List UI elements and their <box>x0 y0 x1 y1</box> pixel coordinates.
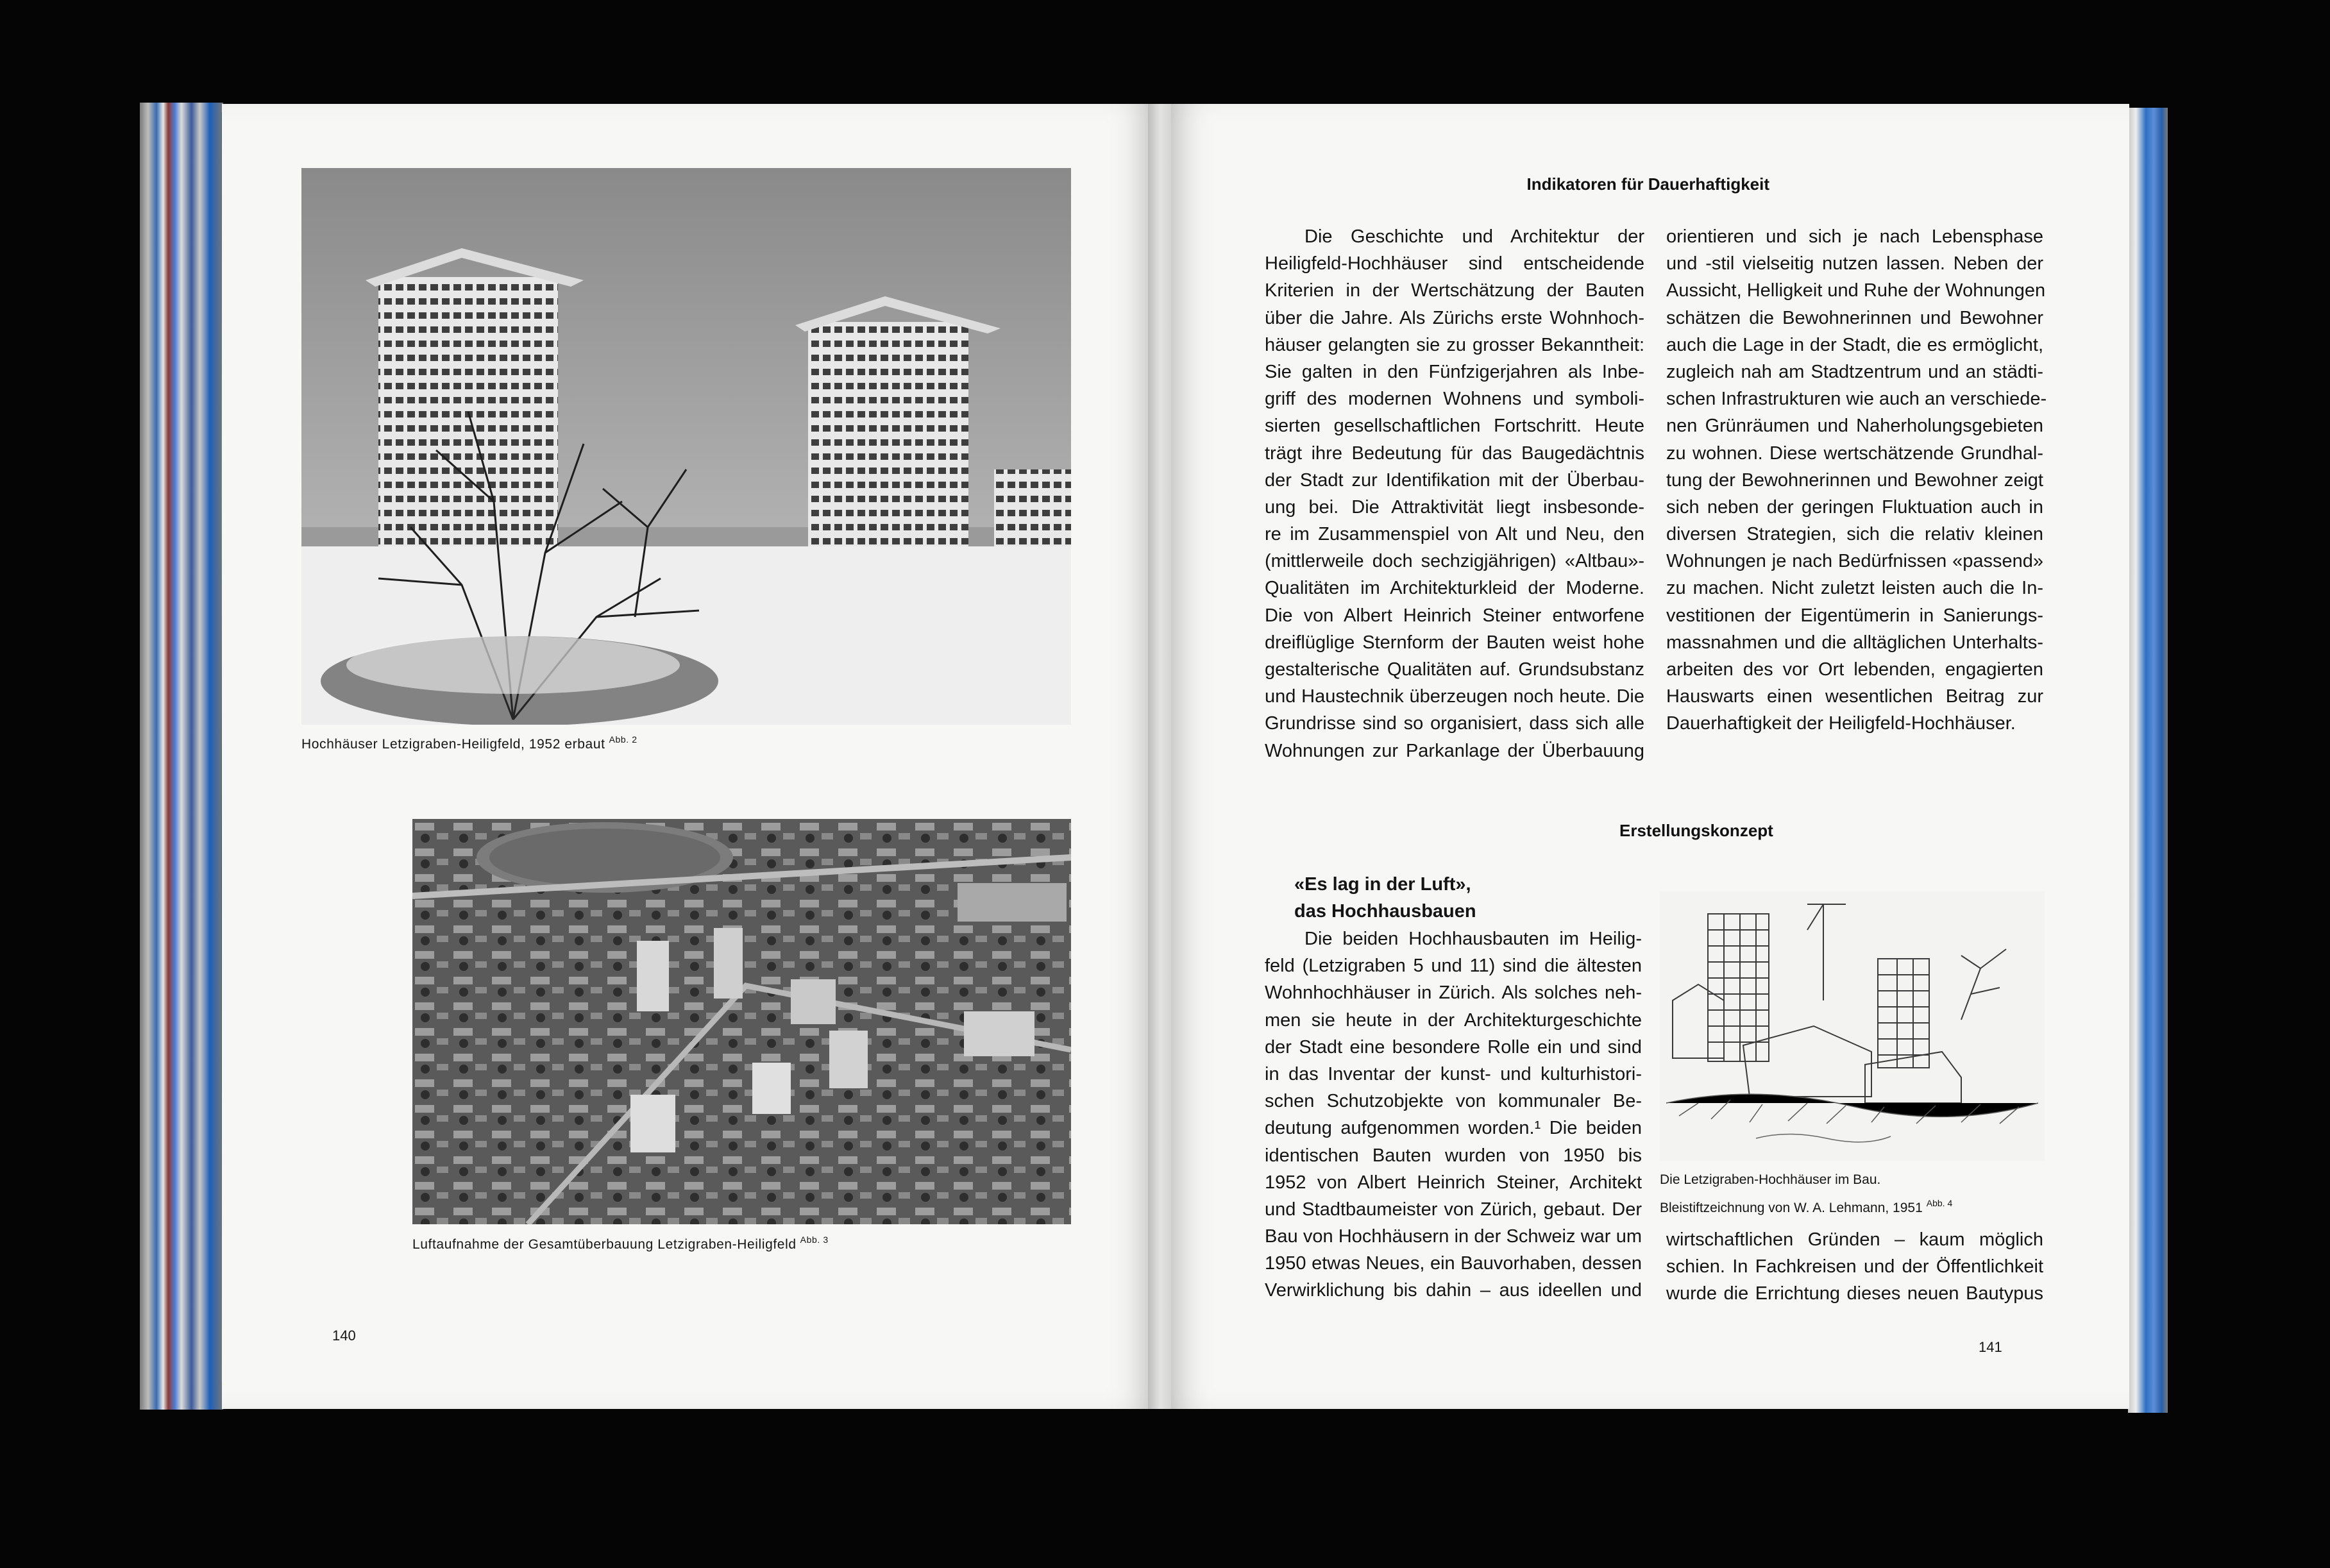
body-column-3 <box>1265 925 1642 1304</box>
text-line: gestalterische Qualitäten auf. Grundsubstanz <box>1265 659 1644 680</box>
text-line: schätzen die Bewohnerinnen und Bewohner <box>1666 307 2043 328</box>
photo2-caption-text: Luftaufnahme der Gesamtüberbauung Letzigraben-Heiligfeld <box>412 1237 797 1252</box>
page-number-right: 141 <box>1979 1339 2002 1355</box>
text-line: sich neben der geringen Fluktuation auch in <box>1666 496 2043 518</box>
sketch-caption <box>1660 1168 1952 1220</box>
text-line: tung der Bewohnerinnen und Bewohner zeigt <box>1666 469 2043 491</box>
text-line: identischen Bauten wurden von 1950 bis <box>1265 1145 1642 1166</box>
text-line: Bau von Hochhäusern in der Schweiz war um <box>1265 1226 1642 1247</box>
text-line: Heiligfeld-Hochhäuser sind entscheidende <box>1265 253 1644 274</box>
text-line: nen Grünräumen und Naherholungsgebieten <box>1666 416 2043 437</box>
sketch-caption-line-2: Bleistiftzeichnung von W. A. Lehmann, 1951 <box>1660 1201 1923 1215</box>
page-number-left: 140 <box>332 1328 356 1344</box>
photo1-figure-ref: Abb. 2 <box>609 734 637 745</box>
text-line: 1950 etwas Neues, ein Bauvorhaben, dessen <box>1265 1253 1642 1274</box>
text-line: deutung aufgenommen worden.¹ Die beiden <box>1265 1118 1642 1139</box>
text-line: Hauswarts einen wesentlichen Beitrag zur <box>1666 686 2043 707</box>
text-line: schen Infrastrukturen wie auch an verschiede- <box>1666 389 2047 410</box>
text-line: in das Inventar der kunst- und kulturhistori- <box>1265 1063 1642 1084</box>
sketch-figure-ref: Abb. 4 <box>1926 1198 1953 1208</box>
text-line: schien. In Fachkreisen und der Öffentlichkeit <box>1666 1256 2043 1277</box>
subheading-line-2: das Hochhausbauen <box>1294 901 1476 922</box>
text-line: wurde die Errichtung dieses neuen Bautypus <box>1666 1283 2043 1304</box>
text-line: Die Geschichte und Architektur der <box>1304 226 1644 247</box>
text-line: orientieren und sich je nach Lebensphase <box>1666 226 2043 247</box>
text-line: arbeiten des vor Ort lebenden, engagierten <box>1666 659 2043 680</box>
body-column-2 <box>1666 223 2047 738</box>
text-line: Wohnungen je nach Bedürfnissen «passend» <box>1666 551 2043 572</box>
text-line: massnahmen und die alltäglichen Unterhalts- <box>1666 632 2043 653</box>
section-heading-indikatoren: Indikatoren für Dauerhaftigkeit <box>1526 174 1769 194</box>
text-line: Die beiden Hochhausbauten im Heilig- <box>1304 929 1642 949</box>
body-column-4 <box>1666 1226 2043 1308</box>
text-line: feld (Letzigraben 5 und 11) sind die ältesten <box>1265 956 1642 977</box>
text-line: diversen Strategien, sich die relativ kleinen <box>1666 524 2043 545</box>
text-line: re im Zusammenspiel von Alt und Neu, den <box>1265 524 1644 545</box>
text-line: Sie galten in den Fünfzigerjahren als Inbe- <box>1265 361 1644 382</box>
text-line: Wohnhochhäuser in Zürich. Als solches neh- <box>1265 982 1642 1004</box>
text-line: zugleich nah am Stadtzentrum und an städti- <box>1666 361 2043 382</box>
text-line: Die von Albert Heinrich Steiner entworfene <box>1265 605 1644 626</box>
text-line: ung bei. Die Attraktivität liegt insbesonde- <box>1265 496 1644 518</box>
text-line: Verwirklichung bis dahin – aus ideellen und <box>1265 1280 1642 1301</box>
text-line: zu wohnen. Diese wertschätzende Grundhal- <box>1666 443 2043 464</box>
text-line: 1952 von Albert Heinrich Steiner, Architekt <box>1265 1172 1642 1193</box>
text-line: Aussicht, Helligkeit und Ruhe der Wohnungen <box>1666 280 2046 301</box>
sketch-drawing <box>1660 891 2045 1161</box>
photo-aerial-view <box>412 819 1071 1224</box>
text-line: zu machen. Nicht zuletzt leisten auch die In- <box>1666 578 2043 599</box>
photo2-figure-ref: Abb. 3 <box>800 1235 829 1245</box>
page-stack-left <box>140 103 223 1410</box>
page-stack-right <box>2128 108 2168 1413</box>
text-line: wirtschaftlichen Gründen – kaum möglich <box>1666 1229 2043 1250</box>
text-line: Dauerhaftigkeit der Heiligfeld-Hochhäuser. <box>1666 713 2016 734</box>
body-column-1 <box>1265 223 1644 764</box>
text-line: der Stadt eine besondere Rolle ein und sind <box>1265 1036 1642 1058</box>
text-line: schen Schutzobjekte von kommunaler Be- <box>1265 1091 1642 1112</box>
section-heading-erstellungskonzept: Erstellungskonzept <box>1619 821 1773 840</box>
subheading <box>1294 871 1653 925</box>
text-line: trägt ihre Bedeutung für das Baugedächtnis <box>1265 443 1644 464</box>
photo-highrises-winter <box>301 168 1071 725</box>
text-line: und -stil vielseitig nutzen lassen. Neben der <box>1666 253 2043 274</box>
text-line: Grundrisse sind so organisiert, dass sich alle <box>1265 713 1644 734</box>
text-line: men sie heute in der Architekturgeschichte <box>1265 1009 1642 1031</box>
text-line: (mittlerweile doch sechzigjährigen) «Altbau»- <box>1265 551 1644 572</box>
text-line: sierten gesellschaftlichen Fortschritt. Heute <box>1265 416 1644 437</box>
text-line: auch die Lage in der Stadt, die es ermöglicht, <box>1666 334 2043 355</box>
photo1-caption <box>301 734 637 752</box>
text-line: Wohnungen zur Parkanlage der Überbauung <box>1265 740 1644 761</box>
text-line: häuser gelangten sie zu grosser Bekanntheit: <box>1265 334 1644 355</box>
photo2-caption <box>412 1235 829 1252</box>
text-line: dreiflüglige Sternform der Bauten weist hohe <box>1265 632 1644 653</box>
subheading-line-1: «Es lag in der Luft», <box>1294 874 1471 895</box>
text-line: vestitionen der Eigentümerin in Sanierungs- <box>1666 605 2043 626</box>
text-line: über die Jahre. Als Zürichs erste Wohnhoch- <box>1265 307 1644 328</box>
photo1-caption-text: Hochhäuser Letzigraben-Heiligfeld, 1952 erbaut <box>301 737 605 752</box>
text-line: Kriterien in der Wertschätzung der Bauten <box>1265 280 1644 301</box>
text-line: und Stadtbaumeister von Zürich, gebaut. Der <box>1265 1199 1642 1220</box>
text-line: und Haustechnik überzeugen noch heute. Die <box>1265 686 1644 707</box>
text-line: griff des modernen Wohnens und symboli- <box>1265 389 1644 410</box>
sketch-caption-line-1: Die Letzigraben-Hochhäuser im Bau. <box>1660 1172 1881 1187</box>
text-line: Qualitäten im Architekturkleid der Moderne. <box>1265 578 1644 599</box>
text-line: der Stadt zur Identifikation mit der Überbau- <box>1265 469 1644 491</box>
